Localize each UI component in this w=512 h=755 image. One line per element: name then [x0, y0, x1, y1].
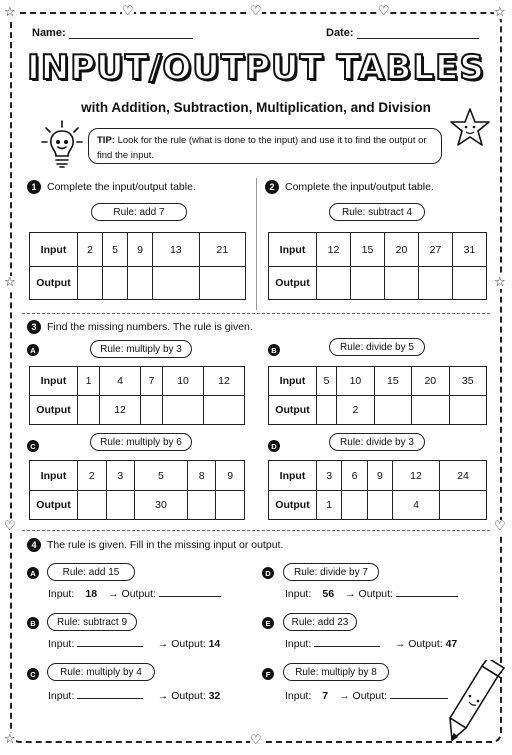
table-cell: 24	[440, 461, 487, 491]
table-cell: 1	[78, 367, 100, 396]
rule-pill: Rule: multiply by 8	[283, 663, 389, 681]
table-row	[269, 267, 487, 300]
table-cell: 12	[317, 233, 351, 267]
table-row	[269, 491, 487, 520]
table-cell: 10	[163, 367, 204, 396]
answer-cell[interactable]	[78, 396, 100, 425]
heart-icon: ♡	[494, 519, 506, 534]
part-letter-badge: A	[27, 567, 39, 579]
table-cell: 35	[449, 367, 487, 396]
answer-cell[interactable]	[163, 396, 204, 425]
answer-cell[interactable]	[342, 491, 367, 520]
tip-label: TIP:	[97, 135, 115, 146]
page-subtitle: with Addition, Subtraction, Multiplication, and Division	[81, 100, 431, 115]
table-header-input: Input	[269, 461, 317, 491]
table-row	[269, 233, 487, 267]
input-blank[interactable]	[77, 689, 143, 699]
input-value: 56	[322, 588, 335, 600]
table-cell: 21	[199, 233, 245, 267]
name-line[interactable]	[32, 27, 193, 39]
table-cell: 27	[419, 233, 453, 267]
output-label: Output:	[121, 588, 156, 600]
rule-pill: Rule: add 23	[283, 613, 357, 631]
table-header-input: Input	[269, 233, 317, 267]
answer-cell[interactable]	[199, 267, 245, 300]
io-table	[29, 460, 245, 520]
answer-cell[interactable]: 2	[337, 396, 374, 425]
rule-pill: Rule: subtract 4	[329, 203, 425, 221]
pencil-icon	[436, 660, 508, 744]
question-1-prompt	[27, 180, 196, 194]
input-label: Input:	[285, 638, 312, 650]
table-cell: 20	[385, 233, 419, 267]
heart-icon: ♡	[122, 4, 134, 19]
table-row	[30, 267, 246, 300]
output-label: Output:	[171, 638, 206, 650]
table-row	[30, 367, 245, 396]
output-blank[interactable]	[396, 587, 458, 597]
output-value: 47	[445, 638, 458, 650]
table-cell: 31	[453, 233, 487, 267]
part-letter-badge: E	[262, 617, 274, 629]
page-title: INPUT/OUTPUT TABLES	[27, 48, 485, 88]
table-cell: 10	[337, 367, 374, 396]
input-label: Input:	[48, 638, 75, 650]
arrow-icon: →	[108, 588, 119, 600]
table-cell: 8	[187, 461, 216, 491]
section-divider	[256, 178, 257, 310]
rule-pill: Rule: multiply by 4	[47, 663, 155, 681]
table-header-input: Input	[30, 233, 78, 267]
io-table	[29, 366, 245, 425]
answer-cell[interactable]	[216, 491, 245, 520]
answer-cell[interactable]: 4	[393, 491, 440, 520]
output-value: 32	[208, 690, 221, 702]
table-cell: 2	[78, 461, 107, 491]
table-cell: 15	[351, 233, 385, 267]
answer-cell[interactable]	[204, 396, 245, 425]
table-cell: 15	[374, 367, 411, 396]
input-value: 18	[85, 588, 98, 600]
input-blank[interactable]	[77, 637, 143, 647]
table-row	[269, 367, 487, 396]
heart-icon: ♡	[250, 733, 262, 748]
name-label: Name:	[32, 27, 66, 39]
part-letter-badge: D	[262, 567, 274, 579]
rule-pill: Rule: multiply by 6	[90, 433, 192, 451]
table-header-output: Output	[30, 267, 78, 300]
tip-text: Look for the rule (what is done to the input) and use it to find the output or find the input.	[97, 135, 427, 161]
answer-cell[interactable]	[419, 267, 453, 300]
table-header-output: Output	[269, 396, 317, 425]
answer-cell[interactable]	[317, 396, 337, 425]
part-letter-badge: F	[262, 668, 274, 680]
part-letter-badge: B	[27, 617, 39, 629]
io-fill-line	[48, 587, 221, 600]
answer-cell[interactable]	[78, 491, 107, 520]
input-label: Input:	[48, 690, 75, 702]
table-cell: 9	[367, 461, 392, 491]
arrow-icon: →	[157, 638, 169, 650]
arrow-icon: →	[157, 690, 169, 702]
table-cell: 20	[412, 367, 449, 396]
table-row	[30, 233, 246, 267]
table-cell: 12	[393, 461, 440, 491]
answer-cell[interactable]	[317, 267, 351, 300]
answer-cell[interactable]	[351, 267, 385, 300]
question-3-prompt	[27, 320, 253, 334]
question-number: 4	[27, 538, 41, 552]
output-blank[interactable]	[159, 587, 221, 597]
answer-cell[interactable]	[385, 267, 419, 300]
output-label: Output:	[352, 690, 387, 702]
star-icon: ☆	[494, 5, 506, 20]
rule-pill: Rule: multiply by 3	[90, 340, 192, 358]
heart-icon: ♡	[250, 4, 262, 19]
answer-cell[interactable]: 1	[317, 491, 342, 520]
input-label: Input:	[285, 690, 312, 702]
question-2-prompt	[265, 180, 434, 194]
table-header-output: Output	[30, 396, 78, 425]
table-header-input: Input	[30, 461, 78, 491]
table-cell: 3	[106, 461, 135, 491]
input-blank[interactable]	[314, 637, 380, 647]
rule-pill: Rule: add 7	[91, 203, 187, 221]
table-cell: 3	[317, 461, 342, 491]
question-number: 3	[27, 320, 41, 334]
part-letter-badge: B	[268, 344, 280, 356]
part-letter-badge: C	[27, 440, 39, 452]
star-icon: ☆	[494, 275, 506, 290]
heart-icon: ♡	[378, 4, 390, 19]
answer-cell[interactable]	[103, 267, 128, 300]
io-fill-line	[285, 587, 458, 600]
answer-cell[interactable]	[412, 396, 449, 425]
arrow-icon: →	[394, 638, 406, 650]
table-header-input: Input	[30, 367, 78, 396]
answer-cell[interactable]	[153, 267, 199, 300]
io-table	[268, 366, 487, 425]
table-cell: 2	[78, 233, 103, 267]
answer-cell[interactable]	[106, 491, 135, 520]
star-icon: ☆	[4, 732, 16, 747]
table-row	[30, 461, 245, 491]
output-value: 14	[208, 638, 221, 650]
arrow-icon: →	[339, 690, 350, 702]
io-table	[268, 232, 487, 300]
table-cell: 7	[141, 367, 163, 396]
question-number: 1	[27, 180, 41, 194]
question-text: Find the missing numbers. The rule is given.	[47, 321, 253, 333]
answer-cell[interactable]	[141, 396, 163, 425]
lightbulb-icon	[40, 118, 84, 170]
date-line[interactable]	[326, 27, 479, 39]
question-text: Complete the input/output table.	[285, 181, 434, 193]
question-number: 2	[265, 180, 279, 194]
io-fill-line	[48, 689, 220, 702]
answer-cell[interactable]	[449, 396, 487, 425]
answer-cell[interactable]	[187, 491, 216, 520]
section-divider	[22, 530, 490, 531]
section-divider	[22, 313, 490, 314]
table-cell: 6	[342, 461, 367, 491]
part-letter-badge: A	[27, 344, 39, 356]
answer-cell[interactable]: 12	[100, 396, 141, 425]
table-header-output: Output	[30, 491, 78, 520]
tip-box	[88, 128, 442, 164]
rule-pill: Rule: subtract 9	[47, 613, 137, 631]
answer-cell[interactable]	[78, 267, 103, 300]
rule-pill: Rule: add 15	[47, 563, 135, 581]
date-label: Date:	[326, 27, 354, 39]
table-cell: 5	[135, 461, 188, 491]
table-header-output: Output	[269, 267, 317, 300]
table-row	[269, 461, 487, 491]
io-table	[268, 460, 487, 520]
table-row	[30, 491, 245, 520]
table-cell: 5	[317, 367, 337, 396]
output-label: Output:	[358, 588, 393, 600]
question-4-prompt	[27, 538, 283, 552]
part-letter-badge: C	[27, 668, 39, 680]
part-letter-badge: D	[268, 440, 280, 452]
answer-cell[interactable]: 30	[135, 491, 188, 520]
input-value: 7	[322, 690, 329, 702]
answer-cell[interactable]	[440, 491, 487, 520]
table-row	[269, 396, 487, 425]
output-label: Output:	[408, 638, 443, 650]
question-text: The rule is given. Fill in the missing input or output.	[47, 539, 284, 551]
star-icon: ☆	[4, 5, 16, 20]
table-cell: 5	[103, 233, 128, 267]
io-fill-line	[285, 637, 457, 650]
io-fill-line	[285, 689, 448, 702]
rule-pill: Rule: divide by 7	[283, 563, 379, 581]
table-cell: 4	[100, 367, 141, 396]
table-header-output: Output	[269, 491, 317, 520]
io-table	[29, 232, 246, 300]
table-cell: 12	[204, 367, 245, 396]
input-label: Input:	[48, 588, 75, 600]
rule-pill: Rule: divide by 5	[329, 338, 425, 356]
output-label: Output:	[171, 690, 206, 702]
rule-pill: Rule: divide by 3	[329, 433, 425, 451]
star-icon: ☆	[4, 275, 16, 290]
arrow-icon: →	[345, 588, 356, 600]
table-cell: 9	[216, 461, 245, 491]
answer-cell[interactable]	[453, 267, 487, 300]
table-row	[30, 396, 245, 425]
question-text: Complete the input/output table.	[47, 181, 196, 193]
heart-icon: ♡	[4, 519, 16, 534]
io-fill-line	[48, 637, 220, 650]
table-header-input: Input	[269, 367, 317, 396]
answer-cell[interactable]	[128, 267, 153, 300]
smiling-star-icon	[448, 106, 492, 150]
answer-cell[interactable]	[367, 491, 392, 520]
answer-cell[interactable]	[374, 396, 411, 425]
input-label: Input:	[285, 588, 312, 600]
table-cell: 9	[128, 233, 153, 267]
table-cell: 13	[153, 233, 199, 267]
